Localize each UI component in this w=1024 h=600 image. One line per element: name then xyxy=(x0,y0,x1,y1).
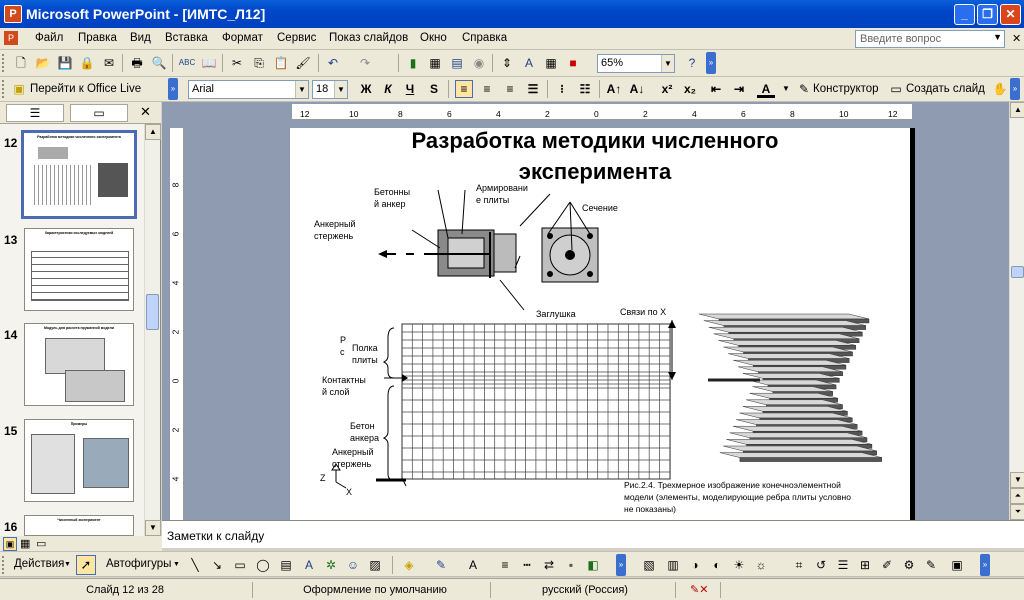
panel-tabs xyxy=(0,102,161,124)
slides-panel xyxy=(0,102,161,536)
arrow-icon[interactable]: ↘ xyxy=(211,558,223,572)
zoom-value: 65% xyxy=(601,57,624,69)
chevron-down-icon[interactable]: ▼ xyxy=(173,561,180,568)
toolbar-options-icon[interactable]: » xyxy=(1010,78,1020,100)
save-icon[interactable]: 💾 xyxy=(57,56,73,70)
transparent-color-icon[interactable]: ✎ xyxy=(925,558,937,572)
ruler-tick: 8 xyxy=(170,182,181,188)
font-size-value: 18 xyxy=(316,83,329,95)
chevron-down-icon[interactable]: ▼ xyxy=(993,32,1002,42)
ruler-tick: 4 xyxy=(692,109,697,119)
arrow-style-icon[interactable]: ⇄ xyxy=(543,558,555,572)
autoshapes-menu[interactable]: Автофигуры xyxy=(106,558,172,570)
tables-borders-icon[interactable]: ▤ xyxy=(451,56,463,70)
design-name[interactable]: Оформление по умолчанию xyxy=(303,584,447,596)
align-right-button[interactable]: ≡ xyxy=(506,82,514,96)
align-left-button[interactable]: ≡ xyxy=(455,80,473,98)
spelling-icon[interactable]: ABC xyxy=(178,58,196,67)
recolor-icon[interactable]: ✐ xyxy=(881,558,893,572)
font-color-button[interactable]: A xyxy=(757,80,775,98)
rectangle-icon[interactable]: ▭ xyxy=(234,558,246,572)
menu-format[interactable]: Формат xyxy=(222,32,263,44)
italic-button[interactable]: К xyxy=(384,82,392,96)
label-contact-layer: Контактны й слой xyxy=(322,375,366,397)
contrast-up-icon[interactable]: ◑ xyxy=(691,558,699,572)
slide-title[interactable]: Разработка методики численного эксперимента xyxy=(411,128,779,184)
prev-slide-icon[interactable]: ⏶ xyxy=(1010,488,1024,504)
increase-font-button[interactable]: A↑ xyxy=(606,82,622,96)
next-slide-icon[interactable]: ⏷ xyxy=(1010,504,1024,520)
align-center-button[interactable]: ≡ xyxy=(483,82,491,96)
ruler-tick: 10 xyxy=(349,109,359,119)
ruler-tick: 0 xyxy=(170,378,181,384)
table-icon[interactable]: ▦ xyxy=(429,56,441,70)
new-slide-button[interactable]: Создать слайд xyxy=(906,83,985,95)
close-button[interactable]: ✕ xyxy=(1000,4,1021,25)
label-anchor-concrete: Бетон анкера xyxy=(350,421,380,443)
cross-section-diagram xyxy=(542,202,598,282)
open-icon[interactable]: 📂 xyxy=(35,56,51,70)
ruler-tick: 4 xyxy=(170,280,181,286)
copy-icon[interactable]: ⎘ xyxy=(254,56,264,70)
minimize-button[interactable]: _ xyxy=(954,4,975,25)
scroll-down-icon[interactable]: ▼ xyxy=(145,520,161,536)
crop-icon[interactable]: ⌗ xyxy=(795,558,803,572)
ruler-tick: 6 xyxy=(447,109,452,119)
designer-icon[interactable]: ✎ xyxy=(798,82,810,96)
thumb-title: Примеры xyxy=(70,422,88,426)
shadow-style-icon[interactable]: ▪ xyxy=(568,558,574,572)
decrease-font-button[interactable]: A↓ xyxy=(629,82,645,96)
expand-icon[interactable]: ⇕ xyxy=(501,56,513,70)
model-layer xyxy=(723,347,852,352)
doc-icon[interactable]: P xyxy=(4,31,18,45)
ruler-tick: 4 xyxy=(170,476,181,482)
label-anchor-rod-2: Анкерный стержень xyxy=(332,447,374,469)
font-combo[interactable] xyxy=(188,80,309,99)
scroll-up-icon[interactable]: ▲ xyxy=(145,124,161,140)
slide-thumb-15[interactable] xyxy=(24,419,134,502)
show-formatting-icon[interactable]: A xyxy=(524,56,533,70)
model-layer xyxy=(733,426,862,431)
increase-indent-button[interactable]: ⇥ xyxy=(733,82,745,96)
oval-icon[interactable]: ◯ xyxy=(256,558,270,572)
label-beton-anchor: Бетонны й анкер xyxy=(374,187,411,209)
ruler-tick: 2 xyxy=(545,109,550,119)
label-x-links: Связи по X xyxy=(620,307,667,317)
rotate-icon[interactable]: ↺ xyxy=(815,558,827,572)
model-layer xyxy=(720,453,882,458)
undo-icon[interactable]: ↶ xyxy=(327,56,339,70)
menu-edit[interactable]: Правка xyxy=(78,32,117,44)
thumb-number: 15 xyxy=(4,424,18,438)
spellcheck-status-icon[interactable]: ✎✕ xyxy=(690,584,709,596)
format-picture-icon[interactable]: ⚙ xyxy=(903,558,915,572)
formatting-toolbar xyxy=(0,77,1024,102)
slide-editor xyxy=(162,102,1024,520)
model-layer xyxy=(709,327,863,332)
actions-menu[interactable]: Действия xyxy=(14,558,65,570)
normal-view-icon[interactable]: ▣ xyxy=(3,537,17,551)
fill-color-icon[interactable]: ◈ xyxy=(404,558,414,572)
color-icon[interactable]: ▥ xyxy=(667,558,679,572)
restore-button[interactable]: ❐ xyxy=(977,4,998,25)
line-style-icon[interactable]: ≡ xyxy=(501,558,509,572)
label-plug: Заглушка xyxy=(536,309,576,319)
horizontal-ruler xyxy=(292,104,912,120)
select-pointer-icon[interactable]: ➚ xyxy=(76,555,96,575)
picture-tool-icon[interactable]: ▧ xyxy=(643,558,655,572)
new-icon[interactable]: 🗋 xyxy=(16,56,26,70)
thumb-title: Характеристики исследуемых моделей xyxy=(44,231,114,235)
toolbar-grip[interactable] xyxy=(2,54,5,72)
diagram-icon[interactable]: ✲ xyxy=(325,558,337,572)
ruler-tick: 10 xyxy=(839,109,849,119)
color-grayscale-icon[interactable]: ■ xyxy=(569,56,577,70)
decrease-indent-button[interactable]: ⇤ xyxy=(710,82,722,96)
contrast-down-icon[interactable]: ◐ xyxy=(713,558,721,572)
standard-toolbar xyxy=(0,50,1024,77)
menu-bar xyxy=(0,28,1024,50)
textbox-icon[interactable]: ▤ xyxy=(280,558,292,572)
format-painter-icon[interactable]: 🖌 xyxy=(295,56,311,70)
print-preview-icon[interactable]: 🔍 xyxy=(151,56,167,70)
ruler-tick: 4 xyxy=(496,109,501,119)
chevron-down-icon[interactable]: ▼ xyxy=(782,84,790,93)
chevron-down-icon[interactable]: ▼ xyxy=(64,561,71,568)
font-color-icon[interactable]: A xyxy=(468,558,477,572)
thumb-number: 14 xyxy=(4,328,18,342)
goto-office-live[interactable]: Перейти к Office Live xyxy=(30,83,142,95)
close-panel-icon[interactable]: ✕ xyxy=(140,104,151,119)
ruler-tick: 12 xyxy=(300,109,310,119)
overflow-icon[interactable]: ✋ xyxy=(992,82,1008,96)
model-layer xyxy=(730,433,867,438)
label-slab-flange: Полка плиты xyxy=(352,343,378,365)
wordart-icon[interactable]: A xyxy=(304,558,313,572)
help-icon[interactable]: ? xyxy=(688,56,696,70)
superscript-button[interactable]: x² xyxy=(661,82,673,96)
thumb-number: 16 xyxy=(4,520,18,534)
office-live-icon[interactable]: ▣ xyxy=(13,82,25,96)
model-layer xyxy=(726,439,871,444)
title-bar xyxy=(0,0,1024,28)
ruler-tick: 6 xyxy=(741,109,746,119)
menu-slideshow[interactable]: Показ слайдов xyxy=(329,32,409,44)
ask-question-input[interactable] xyxy=(855,30,1005,48)
shadow-button[interactable]: S xyxy=(429,82,438,96)
slideshow-view-icon[interactable]: ▭ xyxy=(36,538,47,550)
dash-style-icon[interactable]: ┅ xyxy=(523,558,531,572)
menu-help[interactable]: Справка xyxy=(462,32,508,44)
justify-button[interactable]: ☰ xyxy=(527,82,539,96)
label-rib: Р с xyxy=(340,335,347,357)
sorter-view-icon[interactable]: ▦ xyxy=(20,538,31,550)
model-layer xyxy=(719,340,856,345)
line-color-icon[interactable]: ✎ xyxy=(435,558,447,572)
model-layer xyxy=(736,420,857,425)
redo-icon[interactable]: ↷ xyxy=(359,56,371,70)
slide-thumb-14[interactable] xyxy=(24,323,134,406)
chevron-down-icon[interactable]: ▼ xyxy=(661,55,674,72)
close-doc-icon[interactable]: ✕ xyxy=(1012,33,1022,45)
model-layer xyxy=(740,413,853,418)
scroll-thumb[interactable] xyxy=(146,294,159,330)
slide-thumb-16[interactable] xyxy=(24,515,134,536)
ruler-tick: 2 xyxy=(170,427,181,433)
paste-icon[interactable]: 📋 xyxy=(273,56,289,70)
slide-thumb-13[interactable] xyxy=(24,228,134,311)
toolbar-options-icon[interactable]: » xyxy=(706,52,716,74)
3d-style-icon[interactable]: ◧ xyxy=(587,558,599,572)
picture-icon[interactable]: ▨ xyxy=(369,558,381,572)
drawing-toolbar xyxy=(0,551,1024,577)
toolbar-options-icon[interactable]: » xyxy=(616,554,626,576)
model-layer xyxy=(699,314,869,319)
thumb-title: Численный эксперимент xyxy=(57,518,101,522)
model-layer xyxy=(723,446,877,451)
email-icon[interactable]: ✉ xyxy=(103,56,115,70)
line-icon[interactable]: ╲ xyxy=(191,558,199,572)
label-section: Сечение xyxy=(582,203,618,213)
editor-scrollbar[interactable] xyxy=(1009,102,1024,520)
ruler-tick: 0 xyxy=(594,109,599,119)
status-bar xyxy=(0,578,1024,600)
permission-icon[interactable]: 🔒 xyxy=(79,56,95,70)
grid-icon[interactable]: ▦ xyxy=(545,56,557,70)
bold-button[interactable]: Ж xyxy=(360,82,372,96)
menu-window[interactable]: Окно xyxy=(420,32,447,44)
outline-tab[interactable]: ☰ xyxy=(6,104,64,122)
thumb-number: 13 xyxy=(4,233,18,247)
ruler-tick: 8 xyxy=(790,109,795,119)
hyperlink-icon[interactable]: ◉ xyxy=(473,56,485,70)
slide-canvas[interactable] xyxy=(290,128,915,520)
ruler-tick: 12 xyxy=(888,109,898,119)
axis-x-label: X xyxy=(346,487,353,497)
ruler-tick: 2 xyxy=(643,109,648,119)
subscript-button[interactable]: x₂ xyxy=(683,82,696,96)
model-layer xyxy=(714,334,859,339)
chevron-down-icon[interactable]: ▼ xyxy=(295,81,308,98)
chart-icon[interactable]: ▮ xyxy=(409,56,417,70)
thumb-number: 12 xyxy=(4,136,18,150)
research-icon[interactable]: 📖 xyxy=(201,56,217,70)
ruler-tick: 2 xyxy=(170,329,181,335)
menu-view[interactable]: Вид xyxy=(130,32,151,44)
model-layer-face xyxy=(740,458,882,462)
menu-insert[interactable]: Вставка xyxy=(165,32,208,44)
ruler-tick: 6 xyxy=(170,231,181,237)
brightness-up-icon[interactable]: ☀ xyxy=(733,558,745,572)
scroll-up-icon[interactable]: ▲ xyxy=(1010,102,1024,118)
label-anchor-rod: Анкерный стержень xyxy=(314,219,356,241)
thumb-title: Разработка методики численного эксперимента xyxy=(37,135,121,139)
zoom-combo[interactable] xyxy=(597,54,675,73)
notes-placeholder: Заметки к слайду xyxy=(167,529,265,543)
fe-mesh xyxy=(402,324,670,479)
toolbar-grip[interactable] xyxy=(2,556,5,574)
brightness-down-icon[interactable]: ☼ xyxy=(755,558,767,572)
toolbar-options-icon[interactable]: » xyxy=(168,78,178,100)
toolbar-options-icon[interactable]: » xyxy=(980,554,990,576)
ask-placeholder: Введите вопрос xyxy=(860,33,942,45)
axis-z-label: Z xyxy=(320,473,326,483)
notes-pane[interactable] xyxy=(162,520,1024,548)
window-title: Microsoft PowerPoint - [ИМТС_Л12] xyxy=(26,6,266,22)
chevron-down-icon[interactable]: ▼ xyxy=(334,81,347,98)
menu-file[interactable]: Файл xyxy=(35,32,64,44)
powerpoint-icon[interactable]: P xyxy=(4,5,22,23)
clipart-icon[interactable]: ☺ xyxy=(346,558,360,572)
slide-thumb-12[interactable] xyxy=(21,130,137,219)
font-value: Arial xyxy=(192,83,215,95)
bullets-button[interactable]: ☷ xyxy=(579,82,591,96)
language[interactable]: русский (Россия) xyxy=(542,584,628,596)
designer-button[interactable]: Конструктор xyxy=(813,83,879,95)
line-weight-icon[interactable]: ☰ xyxy=(837,558,849,572)
numbering-button[interactable]: ⁝ xyxy=(560,82,564,96)
model-layer xyxy=(704,321,866,326)
thumb-scrollbar[interactable] xyxy=(144,124,160,536)
cut-icon[interactable]: ✂ xyxy=(231,56,243,70)
vertical-ruler xyxy=(170,128,184,520)
slides-tab[interactable]: ▭ xyxy=(70,104,128,122)
new-slide-icon[interactable]: ▭ xyxy=(890,82,902,96)
compress-icon[interactable]: ⊞ xyxy=(859,558,871,572)
scroll-down-icon[interactable]: ▼ xyxy=(1010,472,1024,488)
model-layer xyxy=(728,354,849,359)
font-size-combo[interactable] xyxy=(312,80,348,99)
slide-counter: Слайд 12 из 28 xyxy=(86,584,164,596)
underline-button[interactable]: Ч xyxy=(405,82,415,96)
menu-tools[interactable]: Сервис xyxy=(277,32,317,44)
ruler-tick: 8 xyxy=(398,109,403,119)
figure-caption: Рис.2.4. Трехмерное изображение конечноэлементной модели (элементы, моделирующие ребра плиты условно не показаны) xyxy=(624,480,851,514)
toolbar-grip[interactable] xyxy=(2,80,5,98)
3d-model xyxy=(699,314,882,462)
print-icon[interactable]: 🖶 xyxy=(131,56,143,70)
slide-edge-line xyxy=(910,128,915,520)
label-reinforcement: Армировани е плиты xyxy=(476,183,528,205)
thumb-title: Модуль для расчета пружинной модели xyxy=(44,326,114,330)
model-layer xyxy=(733,360,846,365)
scroll-thumb[interactable] xyxy=(1011,266,1024,278)
reset-picture-icon[interactable]: ▣ xyxy=(951,558,963,572)
